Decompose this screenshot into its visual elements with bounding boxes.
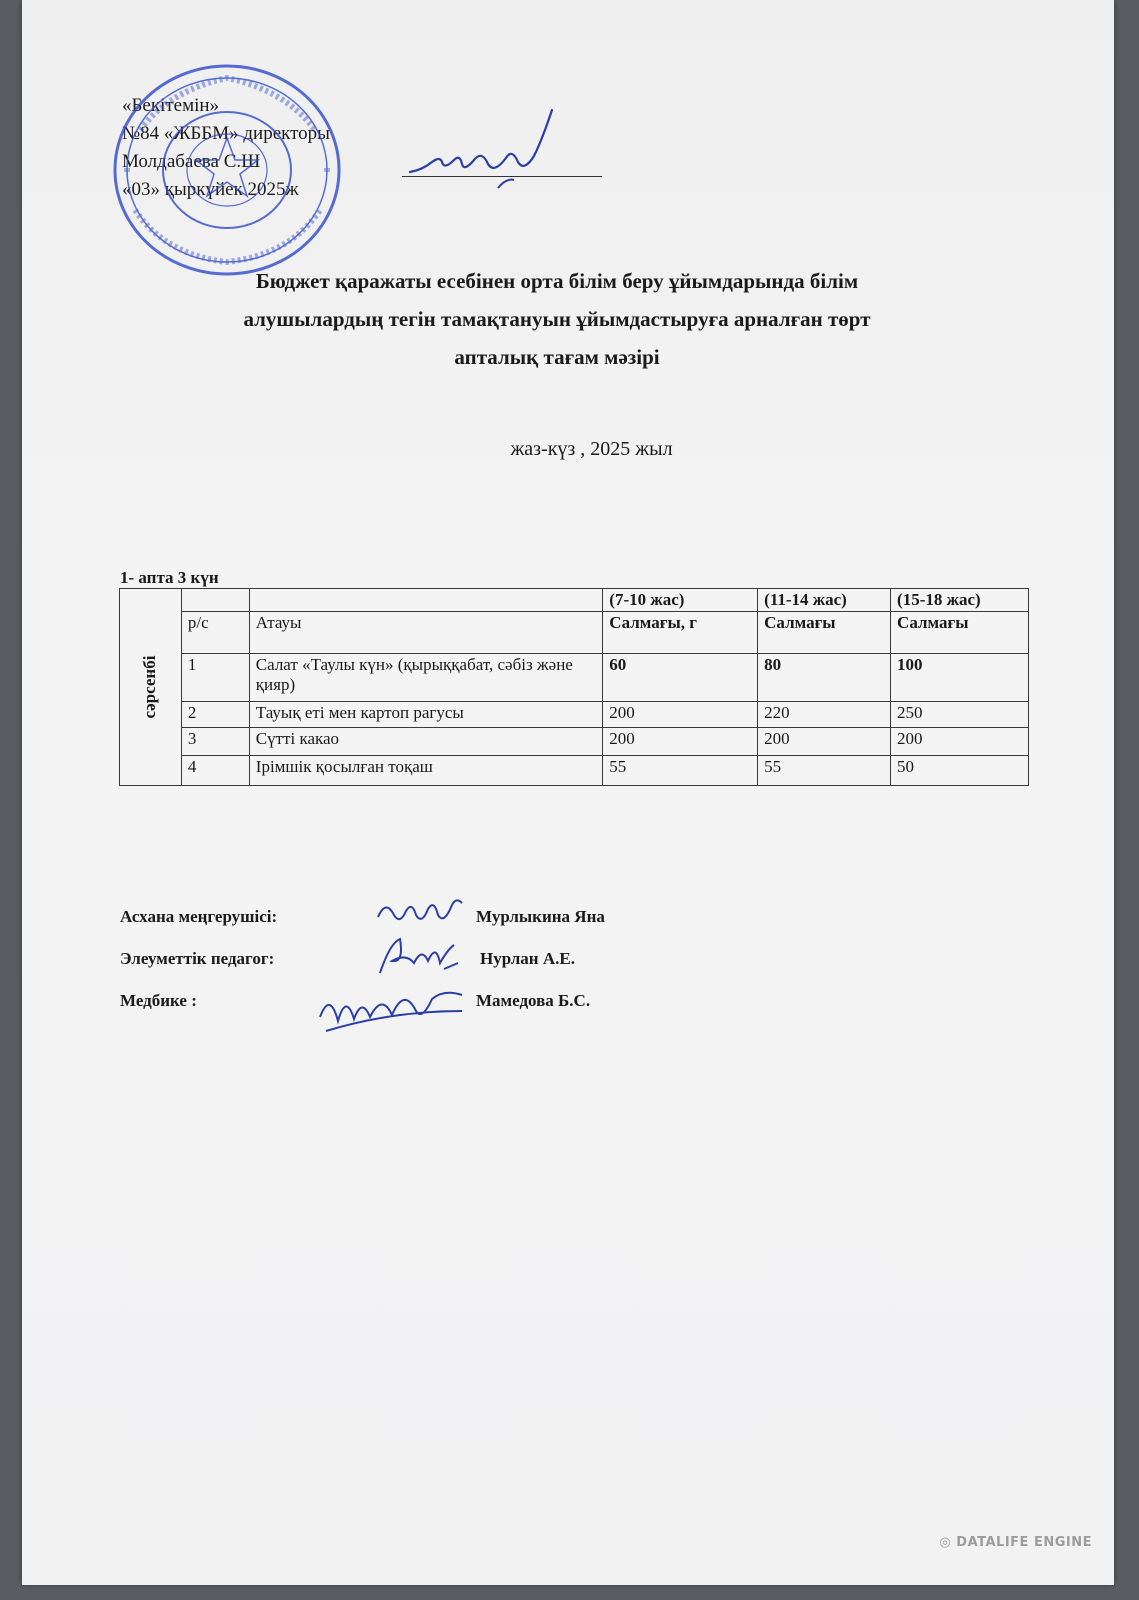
role-label: Асхана меңгерушісі: — [120, 907, 278, 926]
age-group-2: (11-14 жас) — [758, 589, 891, 612]
cook-signature — [372, 895, 472, 935]
pedagogue-signature — [370, 933, 470, 981]
menu-table — [119, 588, 1029, 786]
day-label: сәрсенбі — [140, 655, 160, 719]
person-name: Нурлан А.Е. — [480, 949, 575, 968]
official-stamp — [110, 60, 345, 280]
approval-line-4: «03» қыркүйек 2025ж — [122, 179, 299, 200]
person-name: Мурлыкина Яна — [476, 907, 605, 926]
role-label: Медбике : — [120, 991, 197, 1010]
watermark: ◎ DATALIFE ENGINE — [939, 1535, 1092, 1550]
header-weight-3: Салмағы — [891, 612, 1029, 654]
table-row: 4 Ірімшік қосылған тоқаш 55 55 50 — [120, 756, 1029, 786]
header-weight-2: Салмағы — [758, 612, 891, 654]
person-name: Мамедова Б.С. — [476, 991, 591, 1010]
age-group-3: (15-18 жас) — [891, 589, 1029, 612]
title-line-1: Бюджет қаражаты есебінен орта білім беру ұйымдарында білім — [255, 269, 859, 293]
approval-line-2: №84 «ЖББМ» директоры — [122, 123, 330, 144]
table-row: 2 Тауық еті мен картоп рагусы 200 220 250 — [120, 702, 1029, 728]
header-num: р/с — [181, 612, 249, 654]
director-signature — [402, 100, 602, 200]
week-day-label: 1- апта 3 күн — [120, 568, 219, 587]
day-cell — [120, 589, 182, 786]
logo-icon: ◎ — [939, 1535, 952, 1550]
header-weight-1: Салмағы, г — [603, 612, 758, 654]
role-label: Элеуметтік педагог: — [120, 949, 275, 968]
title-line-2: алушылардың тегін тамақтануын ұйымдастыруға арналған төрт — [243, 307, 871, 331]
age-group-1: (7-10 жас) — [603, 589, 758, 612]
table-row: 1 Салат «Таулы күн» (қырыққабат, сәбіз және қияр) 60 80 100 — [120, 654, 1029, 702]
approval-line-3: Молдабаева С.Ш — [122, 151, 261, 172]
document-page — [22, 0, 1114, 1585]
document-title — [132, 262, 982, 376]
title-line-3: апталық тағам мәзірі — [454, 345, 660, 369]
header-name: Атауы — [249, 612, 603, 654]
season-label: жаз-күз , 2025 жыл — [510, 438, 673, 460]
table-row: 3 Сүтті какао 200 200 200 — [120, 728, 1029, 756]
nurse-signature — [312, 981, 472, 1037]
approval-line-1: «Бекітемін» — [122, 95, 220, 116]
